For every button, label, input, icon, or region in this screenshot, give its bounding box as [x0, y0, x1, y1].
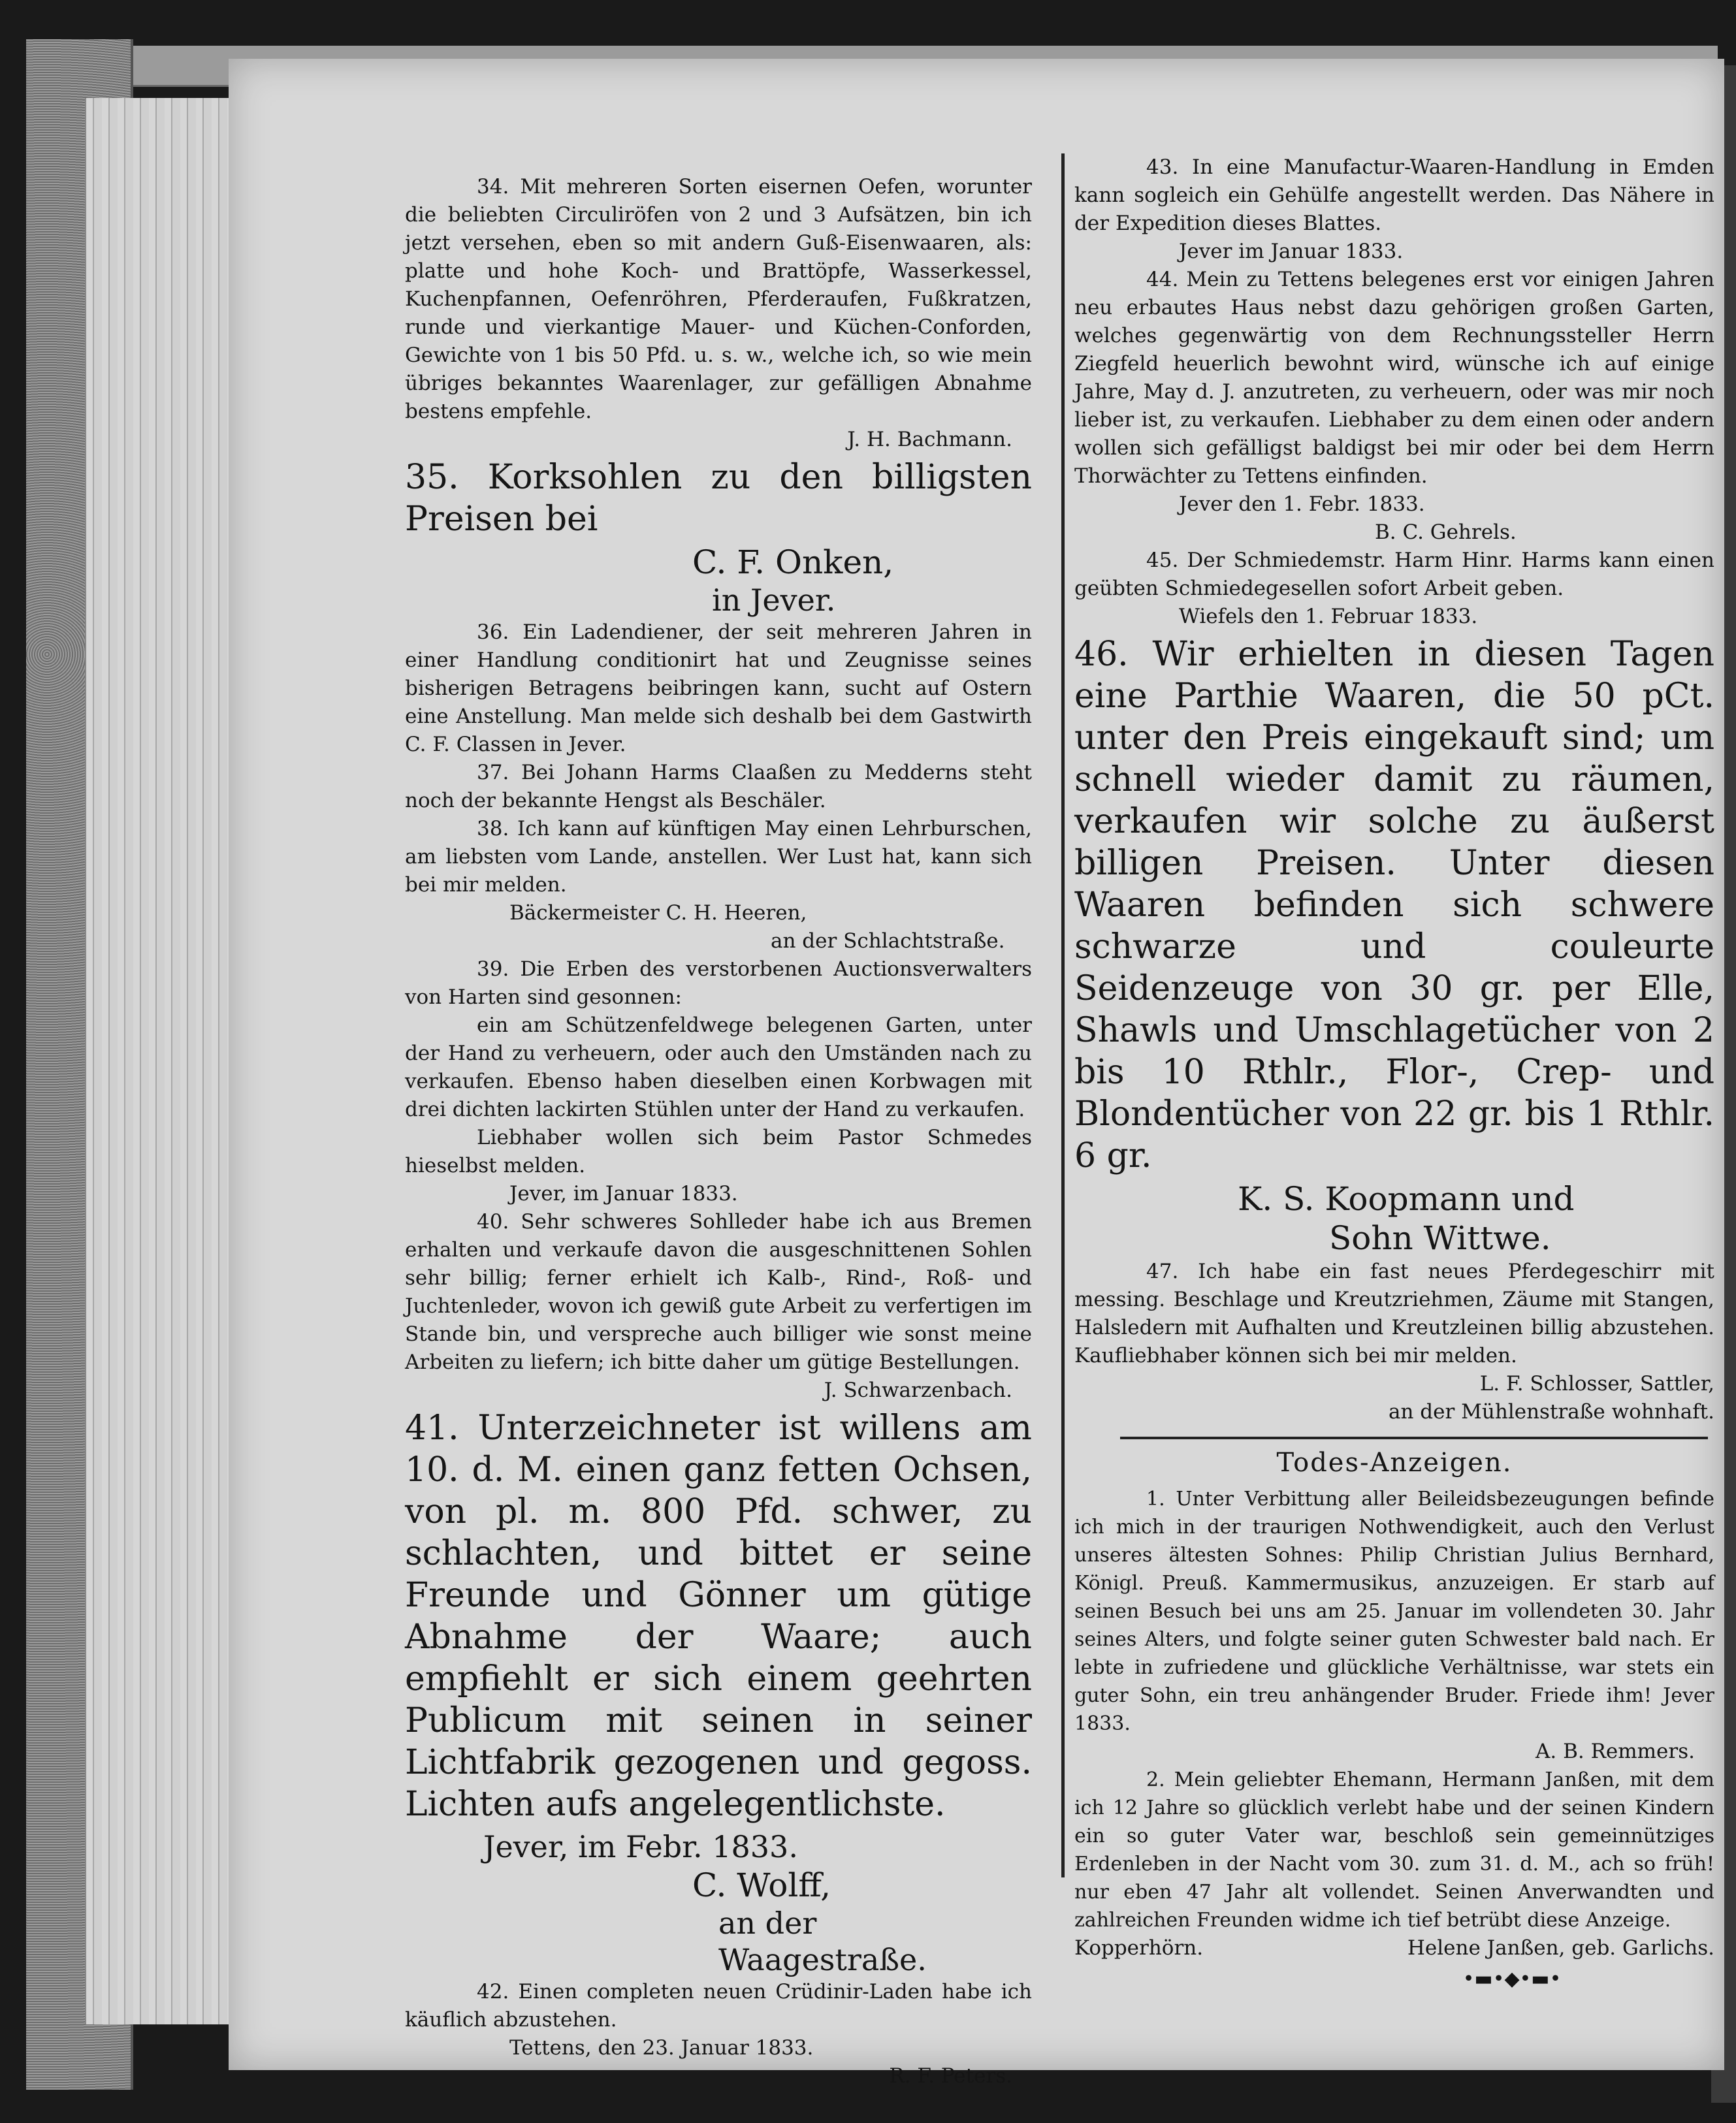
ad-35-place: in Jever.: [712, 583, 836, 618]
death-notice-2-place: Kopperhörn.: [1074, 1936, 1204, 1960]
ad-41-signature: C. Wolff,: [692, 1866, 831, 1904]
ad-44-date: Jever den 1. Febr. 1833.: [1179, 492, 1425, 516]
death-notices-heading: Todes-Anzeigen.: [1276, 1448, 1513, 1478]
page-stack-edges: [85, 98, 230, 2024]
ad-46-signature: K. S. Koopmann und: [1238, 1180, 1575, 1218]
left-column: [405, 173, 1032, 2090]
ad-37: 37. Bei Johann Harms Claaßen zu Medderns steht noch der bekannte Hengst als Beschäler.: [405, 761, 1032, 812]
ad-41-place: an der Waagestraße.: [718, 1906, 927, 1977]
ad-39-contact: Liebhaber wollen sich beim Pastor Schmedes hieselbst melden.: [405, 1126, 1032, 1177]
death-notice-1-signature: A. B. Remmers.: [1535, 1740, 1695, 1763]
ad-39-date: Jever, im Januar 1833.: [509, 1182, 738, 1205]
ad-39: 39. Die Erben des verstorbenen Auctionsverwalters von Harten sind gesonnen:: [405, 957, 1032, 1009]
ad-38: 38. Ich kann auf künftigen May einen Lehrburschen, am liebsten vom Lande, anstellen. Wer Lust hat, kann sich bei mir melden.: [405, 817, 1032, 897]
ad-45-date: Wiefels den 1. Februar 1833.: [1179, 605, 1478, 628]
ad-35-signature: C. F. Onken,: [692, 543, 894, 581]
ad-43-date: Jever im Januar 1833.: [1179, 240, 1404, 263]
ad-43: 43. In eine Manufactur-Waaren-Handlung in Emden kann sogleich ein Gehülfe angestellt werden. Das Nähere in der Expedition dieses Blattes.: [1074, 155, 1714, 235]
death-notice-2: 2. Mein geliebter Ehemann, Hermann Janßen, mit dem ich 12 Jahre so glücklich verlebt habe und der seinen Kindern ein so guter Vater war, beschloß sein gemeinnütziges Erdenleben in der Nacht vom 30. zum 31. d. M., ach so früh! nur eben 47 Jahr alt vollendet. Seinen Anverwandten und zahlreichen Freunden widme ich tief betrübt diese Anzeige.: [1074, 1768, 1714, 1932]
section-rule: [1120, 1437, 1708, 1439]
death-notice-2-footer: [1074, 1934, 1714, 1962]
ad-36: 36. Ein Ladendiener, der seit mehreren Jahren in einer Handlung conditionirt hat und Zeugnisse seines bisherigen Betragens beibringen kann, sucht auf Ostern eine Anstellung. Man melde sich deshalb bei dem Gastwirth C. F. Classen in Jever.: [405, 620, 1032, 756]
ad-42-signature: R. F. Peters.: [889, 2064, 1012, 2088]
death-notice-2-signature: Helene Janßen, geb. Garlichs.: [1407, 1936, 1714, 1960]
ad-42: 42. Einen completen neuen Crüdinir-Laden habe ich käuflich abzustehen.: [405, 1980, 1032, 2032]
ad-45: 45. Der Schmiedemstr. Harm Hinr. Harms kann einen geübten Schmiedegesellen sofort Arbeit geben.: [1074, 549, 1714, 600]
ad-34-signature: J. H. Bachmann.: [847, 428, 1012, 451]
ad-44-signature: B. C. Gehrels.: [1375, 520, 1517, 544]
end-ornament: •▬•◆•▬•: [1462, 1968, 1562, 1990]
ad-47-place: an der Mühlenstraße wohnhaft.: [1389, 1400, 1714, 1424]
ad-38-place: an der Schlachtstraße.: [771, 929, 1005, 953]
ad-42-date: Tettens, den 23. Januar 1833.: [509, 2036, 814, 2060]
ad-46: 46. Wir erhielten in diesen Tagen eine Parthie Waaren, die 50 pCt. unter den Preis eingekauft sind; um schnell wieder damit zu räumen, verkaufen wir solche zu äußerst billigen Preisen. Unter diesen Waaren befinden sich schwere schwarze und couleurte Seidenzeuge von 30 gr. per Elle, Shawls und Umschlagetücher von 2 bis 10 Rthlr., Flor-, Crep- und Blondentücher von 22 gr. bis 1 Rthlr. 6 gr.: [1074, 635, 1714, 1175]
ad-41-date: Jever, im Febr. 1833.: [483, 1829, 798, 1864]
column-divider: [1061, 153, 1065, 1877]
ad-47: 47. Ich habe ein fast neues Pferdegeschirr mit messing. Beschlage und Kreutzriehmen, Zäume mit Stangen, Halsledern mit Aufhalten und Kreutzleinen billig abzustehen. Kaufliebhaber können sich bei mir melden.: [1074, 1260, 1714, 1367]
ad-44: 44. Mein zu Tettens belegenes erst vor einigen Jahren neu erbautes Haus nebst dazu gehörigen großen Garten, welches gegenwärtig von dem Rechnungssteller Herrn Ziegfeld heuerlich bewohnt wird, wünsche ich auf einige Jahre, May d. J. anzutreten, zu verheuern, oder was mir noch lieber ist, zu verkaufen. Liebhaber zu dem einen oder andern wollen sich gefälligst baldigst bei mir oder bei dem Herrn Thorwächter zu Tettens einfinden.: [1074, 268, 1714, 488]
ad-35: 35. Korksohlen zu den billigsten Preisen bei: [405, 458, 1032, 539]
right-column: [1074, 153, 1714, 1993]
ad-40: 40. Sehr schweres Sohlleder habe ich aus Bremen erhalten und verkaufe davon die ausgeschnittenen Sohlen sehr billig; ferner erhielt ich Kalb-, Rind-, Roß- und Juchtenleder, wovon ich gewiß gute Arbeit zu verfertigen im Stande bin, und verspreche auch billiger wie sonst meine Arbeiten zu liefern; ich bitte daher um gütige Bestellungen.: [405, 1210, 1032, 1374]
ad-39-body: ein am Schützenfeldwege belegenen Garten, unter der Hand zu verheuern, oder auch den Umständen nach zu verkaufen. Ebenso haben dieselben einen Korbwagen mit drei dichten lackirten Stühlen unter der Hand zu verkaufen.: [405, 1014, 1032, 1121]
ad-46-signature-2: Sohn Wittwe.: [1329, 1219, 1551, 1257]
death-notice-1: 1. Unter Verbittung aller Beileidsbezeugungen befinde ich mich in der traurigen Nothwendigkeit, auch den Verlust unseres ältesten Sohnes: Philip Christian Julius Bernhard, Königl. Preuß. Kammermusikus, anzuzeigen. Er starb auf seinen Besuch bei uns am 25. Januar im vollendeten 30. Jahr seines Alters, und folgte seiner guten Schwester bald nach. Er lebte in zufriedene und glückliche Verhältnisse, war stets ein guter Sohn, ein treu anhängender Bruder. Friede ihm! Jever 1833.: [1074, 1488, 1714, 1735]
ad-34: 34. Mit mehreren Sorten eisernen Oefen, worunter die beliebten Circuliröfen von 2 und 3 Aufsätzen, bin ich jetzt versehen, eben so mit andern Guß-Eisenwaaren, als: platte und hohe Koch- und Brattöpfe, Wasserkessel, Kuchenpfannen, Oefenröhren, Pferderaufen, Fußkratzen, runde und vierkantige Mauer- und Küchen-Conforden, Gewichte von 1 bis 50 Pfd. u. s. w., welche ich, so wie mein übriges bekanntes Waarenlager, zur gefälligen Abnahme bestens empfehle.: [405, 175, 1032, 423]
ad-40-signature: J. Schwarzenbach.: [824, 1379, 1012, 1402]
ad-41: 41. Unterzeichneter ist willens am 10. d. M. einen ganz fetten Ochsen, von pl. m. 800 Pfd. schwer, zu schlachten, und bittet er seine Freunde und Gönner um gütige Abnahme der Waare; auch empfiehlt er sich einem geehrten Publicum mit seinen in seiner Lichtfabrik gezogenen und gegoss. Lichten aufs angelegentlichste.: [405, 1409, 1032, 1824]
ad-38-signature: Bäckermeister C. H. Heeren,: [509, 901, 807, 925]
ad-47-signature: L. F. Schlosser, Sattler,: [1479, 1372, 1714, 1396]
